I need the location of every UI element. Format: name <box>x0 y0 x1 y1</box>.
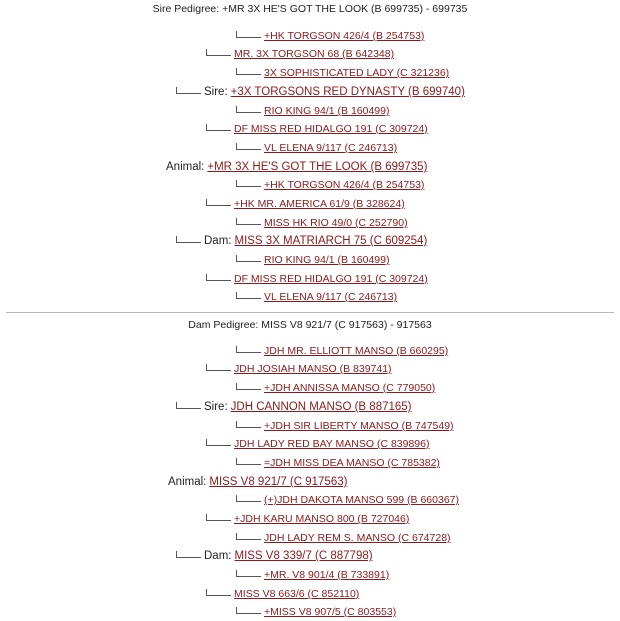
dam-tree-row <box>206 512 409 526</box>
sire-tree-row <box>206 47 394 61</box>
dam-tree-row <box>176 549 373 563</box>
sire-pedigree-title: Sire Pedigree: +MR 3X HE'S GOT THE LOOK (B 699735) - 699735 <box>152 3 468 15</box>
sire-tree-row <box>236 66 449 80</box>
tree-connector <box>236 381 261 395</box>
animal-link[interactable]: MISS V8 663/6 (C 852110) <box>234 588 360 600</box>
tree-connector <box>236 29 261 43</box>
dam-tree-row <box>168 475 347 489</box>
animal-link[interactable]: JDH CANNON MANSO (B 887165) <box>230 401 412 413</box>
sire-tree-row <box>236 104 389 118</box>
relation-label: Animal: <box>166 161 205 173</box>
animal-link[interactable]: MISS V8 921/7 (C 917563) <box>209 476 348 488</box>
tree-connector <box>236 344 261 358</box>
tree-connector <box>176 85 201 99</box>
animal-link[interactable]: RIO KING 94/1 (B 160499) <box>264 105 390 117</box>
sire-tree-row <box>236 290 397 304</box>
animal-link[interactable]: 3X SOPHISTICATED LADY (C 321236) <box>264 67 450 79</box>
animal-link[interactable]: JDH JOSIAH MANSO (B 839741) <box>234 363 392 375</box>
section-divider <box>6 312 614 313</box>
animal-link[interactable]: MR. 3X TORGSON 68 (B 642348) <box>234 48 395 60</box>
dam-tree-row <box>236 531 451 545</box>
animal-link[interactable]: JDH LADY RED BAY MANSO (C 839896) <box>234 438 430 450</box>
tree-connector <box>236 216 261 230</box>
relation-label: Animal: <box>168 476 207 488</box>
animal-link[interactable]: VL ELENA 9/117 (C 246713) <box>264 142 398 154</box>
animal-link[interactable]: MISS V8 339/7 (C 887798) <box>234 550 373 562</box>
sire-tree-row <box>236 178 424 192</box>
dam-tree-row <box>236 568 389 582</box>
tree-connector <box>236 104 261 118</box>
animal-link[interactable]: +HK TORGSON 426/4 (B 254753) <box>264 30 425 42</box>
tree-connector <box>236 419 261 433</box>
animal-link[interactable]: +JDH SIR LIBERTY MANSO (B 747549) <box>264 420 454 432</box>
tree-connector <box>206 437 231 451</box>
sire-tree-row <box>206 122 428 136</box>
tree-connector <box>236 568 261 582</box>
tree-connector <box>236 493 261 507</box>
tree-connector <box>206 512 231 526</box>
sire-tree-row <box>206 197 405 211</box>
sire-tree-row <box>236 253 389 267</box>
sire-tree-row <box>236 141 397 155</box>
sire-tree-row <box>176 85 465 99</box>
sire-tree-row <box>176 234 427 248</box>
tree-connector <box>206 362 231 376</box>
animal-link[interactable]: +HK TORGSON 426/4 (B 254753) <box>264 179 425 191</box>
tree-connector <box>176 549 201 563</box>
relation-label: Sire: <box>204 401 228 413</box>
dam-tree-row <box>236 456 440 470</box>
relation-label: Dam: <box>204 235 232 247</box>
tree-connector <box>206 272 231 286</box>
dam-tree-row <box>236 605 396 619</box>
tree-connector <box>176 234 201 248</box>
tree-connector <box>236 253 261 267</box>
animal-link[interactable]: +MISS V8 907/5 (C 803553) <box>264 606 397 618</box>
animal-link[interactable]: JDH MR. ELLIOTT MANSO (B 660295) <box>264 345 449 357</box>
tree-connector <box>206 122 231 136</box>
tree-connector <box>236 178 261 192</box>
sire-tree-row <box>236 216 408 230</box>
relation-label: Dam: <box>204 550 232 562</box>
dam-pedigree-title: Dam Pedigree: MISS V8 921/7 (C 917563) - 917563 <box>188 319 432 331</box>
tree-connector <box>176 400 201 414</box>
tree-connector <box>236 456 261 470</box>
sire-tree-row <box>206 272 428 286</box>
relation-label: Sire: <box>204 86 228 98</box>
tree-connector <box>206 47 231 61</box>
tree-connector <box>236 141 261 155</box>
animal-link[interactable]: JDH LADY REM S. MANSO (C 674728) <box>264 532 451 544</box>
tree-connector <box>236 66 261 80</box>
tree-connector <box>236 290 261 304</box>
dam-tree-row <box>236 419 454 433</box>
dam-tree-row <box>206 362 392 376</box>
animal-link[interactable]: =JDH MISS DEA MANSO (C 785382) <box>264 457 440 469</box>
sire-tree-row <box>236 29 424 43</box>
tree-connector <box>206 197 231 211</box>
animal-link[interactable]: +JDH ANNISSA MANSO (C 779050) <box>264 382 436 394</box>
animal-link[interactable]: (+)JDH DAKOTA MANSO 599 (B 660367) <box>264 494 459 506</box>
dam-tree-row <box>236 381 435 395</box>
sire-tree-row <box>166 160 427 174</box>
dam-tree-row <box>206 437 430 451</box>
tree-connector <box>206 587 231 601</box>
animal-link[interactable]: RIO KING 94/1 (B 160499) <box>264 254 390 266</box>
animal-link[interactable]: +MR 3X HE'S GOT THE LOOK (B 699735) <box>207 161 428 173</box>
animal-link[interactable]: +MR. V8 901/4 (B 733891) <box>264 569 390 581</box>
tree-connector <box>236 531 261 545</box>
animal-link[interactable]: +HK MR. AMERICA 61/9 (B 328624) <box>234 198 405 210</box>
tree-connector <box>236 605 261 619</box>
animal-link[interactable]: DF MISS RED HIDALGO 191 (C 309724) <box>234 273 428 285</box>
dam-tree-row <box>176 400 412 414</box>
dam-tree-row <box>236 344 448 358</box>
animal-link[interactable]: MISS HK RIO 49/0 (C 252790) <box>264 217 408 229</box>
animal-link[interactable]: VL ELENA 9/117 (C 246713) <box>264 291 398 303</box>
animal-link[interactable]: DF MISS RED HIDALGO 191 (C 309724) <box>234 123 428 135</box>
animal-link[interactable]: +JDH KARU MANSO 800 (B 727046) <box>234 513 410 525</box>
animal-link[interactable]: +3X TORGSONS RED DYNASTY (B 699740) <box>230 86 465 98</box>
dam-tree-row <box>206 587 359 601</box>
animal-link[interactable]: MISS 3X MATRIARCH 75 (C 609254) <box>234 235 428 247</box>
dam-tree-row <box>236 493 459 507</box>
